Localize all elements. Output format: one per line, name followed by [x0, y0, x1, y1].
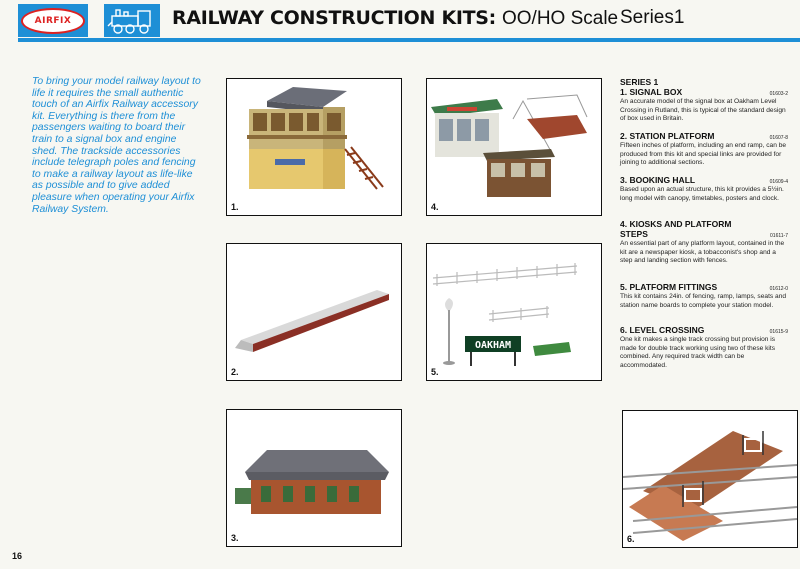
item-title: 1. SIGNAL BOX	[620, 87, 683, 97]
item-title: 3. BOOKING HALL	[620, 175, 696, 185]
photo-kiosks	[426, 78, 602, 216]
item-code: 01611-7	[770, 233, 788, 239]
item-title: 4. KIOSKS AND PLATFORM STEPS	[620, 219, 732, 239]
series-heading-text: SERIES 1	[620, 77, 659, 87]
item-platform-fittings	[620, 282, 788, 310]
item-code: 01612-0	[769, 286, 788, 292]
page-number: 16	[12, 551, 23, 561]
series-heading	[620, 77, 788, 87]
item-body: One kit makes a single track crossing but provision is made for double track working using two of these kits combined. Any required track width can be accommodated.	[620, 336, 776, 369]
item-code: 01603-2	[769, 91, 788, 97]
photo-number: 2.	[231, 367, 239, 377]
logo-text: AIRFIX	[34, 15, 72, 26]
item-body: An essential part of any platform layout, contained in the kit are a newspaper kiosk, a tobacconist's shop and a step and landing section with fences.	[620, 240, 785, 265]
item-station-platform	[620, 131, 788, 168]
item-title: 6. LEVEL CROSSING	[620, 325, 705, 335]
photo-number: 5.	[431, 367, 439, 377]
item-code: 01607-8	[769, 135, 788, 141]
title-main: RAILWAY CONSTRUCTION KITS:	[172, 7, 496, 29]
intro-text: To bring your model railway layout to life it requires the small authentic touch of an Airfix Railway accessory kit. Everything is there from the passengers waiting to board their train to a signal box and engine shed. The trackside accessories include telegraph poles and fencing to make a railway layout as life-like as possible and to give added pleasure when operating your Airfix Railway System.	[32, 76, 201, 215]
station-sign-text: OAKHAM	[474, 340, 512, 351]
item-code: 01615-9	[769, 329, 788, 335]
item-booking-hall	[620, 175, 788, 203]
photo-level-crossing	[622, 410, 798, 548]
photo-booking-hall	[226, 409, 402, 547]
item-body: Based upon an actual structure, this kit provides a 5½in. long model with canopy, timetables, posters and clock.	[620, 186, 784, 202]
airfix-logo	[18, 4, 88, 37]
item-signal-box	[620, 87, 788, 124]
logo-oval	[21, 8, 85, 34]
item-body: An accurate model of the signal box at Oakham Level Crossing in Rutland, this is typical of the standard design of box used in Britain.	[620, 98, 786, 123]
title-series: Series1	[620, 7, 685, 28]
item-title: 2. STATION PLATFORM	[620, 131, 715, 141]
item-title: 5. PLATFORM FITTINGS	[620, 282, 718, 292]
item-kiosks-steps	[620, 219, 788, 266]
page-title	[172, 7, 685, 37]
item-body: Fifteen inches of platform, including an end ramp, can be produced from this kit and special links are provided for joining to additional sections.	[620, 142, 787, 167]
photo-number: 1.	[231, 202, 239, 212]
photo-number: 6.	[627, 534, 635, 544]
photo-platform-fittings	[426, 243, 602, 381]
photo-station-platform	[226, 243, 402, 381]
item-level-crossing	[620, 325, 788, 370]
photo-number: 3.	[231, 533, 239, 543]
photo-number: 4.	[431, 202, 439, 212]
item-code: 01609-4	[769, 179, 788, 185]
item-body: This kit contains 24in. of fencing, ramp, lamps, seats and station name boards to complete your station model.	[620, 293, 787, 309]
locomotive-icon	[104, 4, 160, 37]
photo-signal-box	[226, 78, 402, 216]
header-rule	[18, 38, 800, 42]
title-scale: OO/HO Scale	[501, 8, 619, 29]
